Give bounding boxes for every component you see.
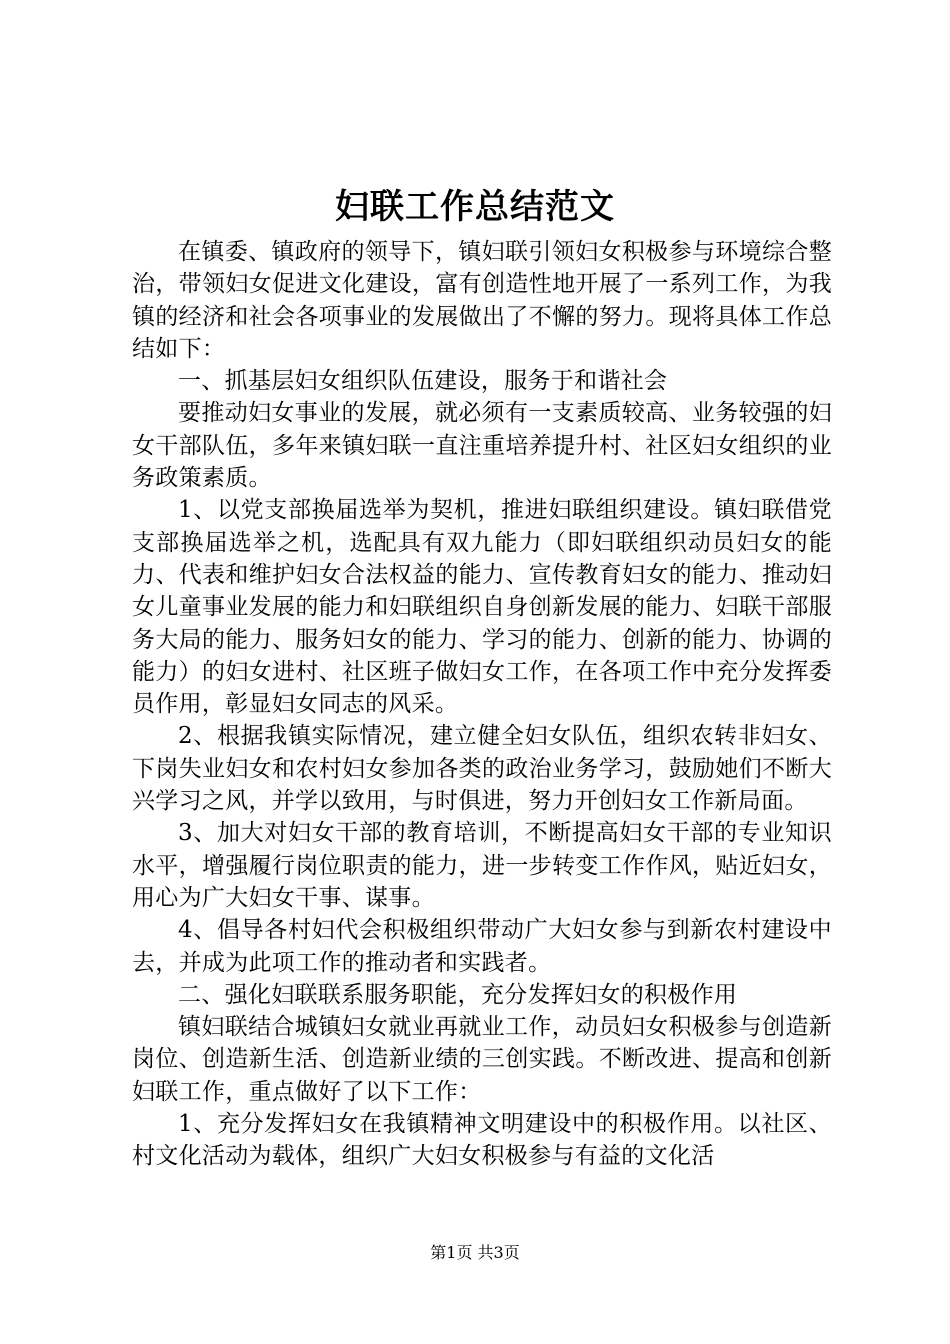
section-heading-2: 二、强化妇联联系服务职能，充分发挥妇女的积极作用 bbox=[178, 981, 738, 1008]
paragraph-item-4: 4、倡导各村妇代会积极组织带动广大妇女参与到新农村建设中去，并成为此项工作的推动者和实践者。 bbox=[132, 917, 832, 976]
document-title: 妇联工作总结范文 bbox=[335, 187, 615, 227]
paragraph-section-2-item-1: 1、充分发挥妇女在我镇精神文明建设中的积极作用。以社区、村文化活动为载体，组织广大妇女积极参与有益的文化活 bbox=[132, 1111, 832, 1170]
paragraph-item-2: 2、根据我镇实际情况，建立健全妇女队伍，组织农转非妇女、下岗失业妇女和农村妇女参加各类的政治业务学习，鼓励她们不断大兴学习之风，并学以致用，与时俱进，努力开创妇女工作新局面。 bbox=[132, 723, 832, 815]
section-heading-1: 一、抓基层妇女组织队伍建设，服务于和谐社会 bbox=[178, 368, 668, 395]
paragraph-section-2-intro: 镇妇联结合城镇妇女就业再就业工作，动员妇女积极参与创造新岗位、创造新生活、创造新业绩的三创实践。不断改进、提高和创新妇联工作，重点做好了以下工作： bbox=[132, 1014, 832, 1105]
page-footer: 第1页 共3页 bbox=[430, 1243, 520, 1262]
paragraph-section-1-intro: 要推动妇女事业的发展，就必须有一支素质较高、业务较强的妇女干部队伍，多年来镇妇联一直注重培养提升村、社区妇女组织的业务政策素质。 bbox=[132, 400, 832, 492]
paragraph-intro: 在镇委、镇政府的领导下，镇妇联引领妇女积极参与环境综合整治，带领妇女促进文化建设，富有创造性地开展了一系列工作，为我镇的经济和社会各项事业的发展做出了不懈的努力。现将具体工作总结如下： bbox=[132, 239, 832, 362]
document-body bbox=[132, 236, 832, 1173]
paragraph-item-1: 1、以党支部换届选举为契机，推进妇联组织建设。镇妇联借党支部换届选举之机，选配具有双九能力（即妇联组织动员妇女的能力、代表和维护妇女合法权益的能力、宣传教育妇女的能力、推动妇女儿童事业发展的能力和妇联组织自身创新发展的能力、妇联干部服务大局的能力、服务妇女的能力、学习的能力、创新的能力、协调的能力）的妇女进村、社区班子做妇女工作，在各项工作中充分发挥委员作用，彰显妇女同志的风采。 bbox=[132, 497, 832, 718]
paragraph-item-3: 3、加大对妇女干部的教育培训，不断提高妇女干部的专业知识水平，增强履行岗位职责的能力，进一步转变工作作风，贴近妇女，用心为广大妇女干事、谋事。 bbox=[132, 820, 832, 911]
